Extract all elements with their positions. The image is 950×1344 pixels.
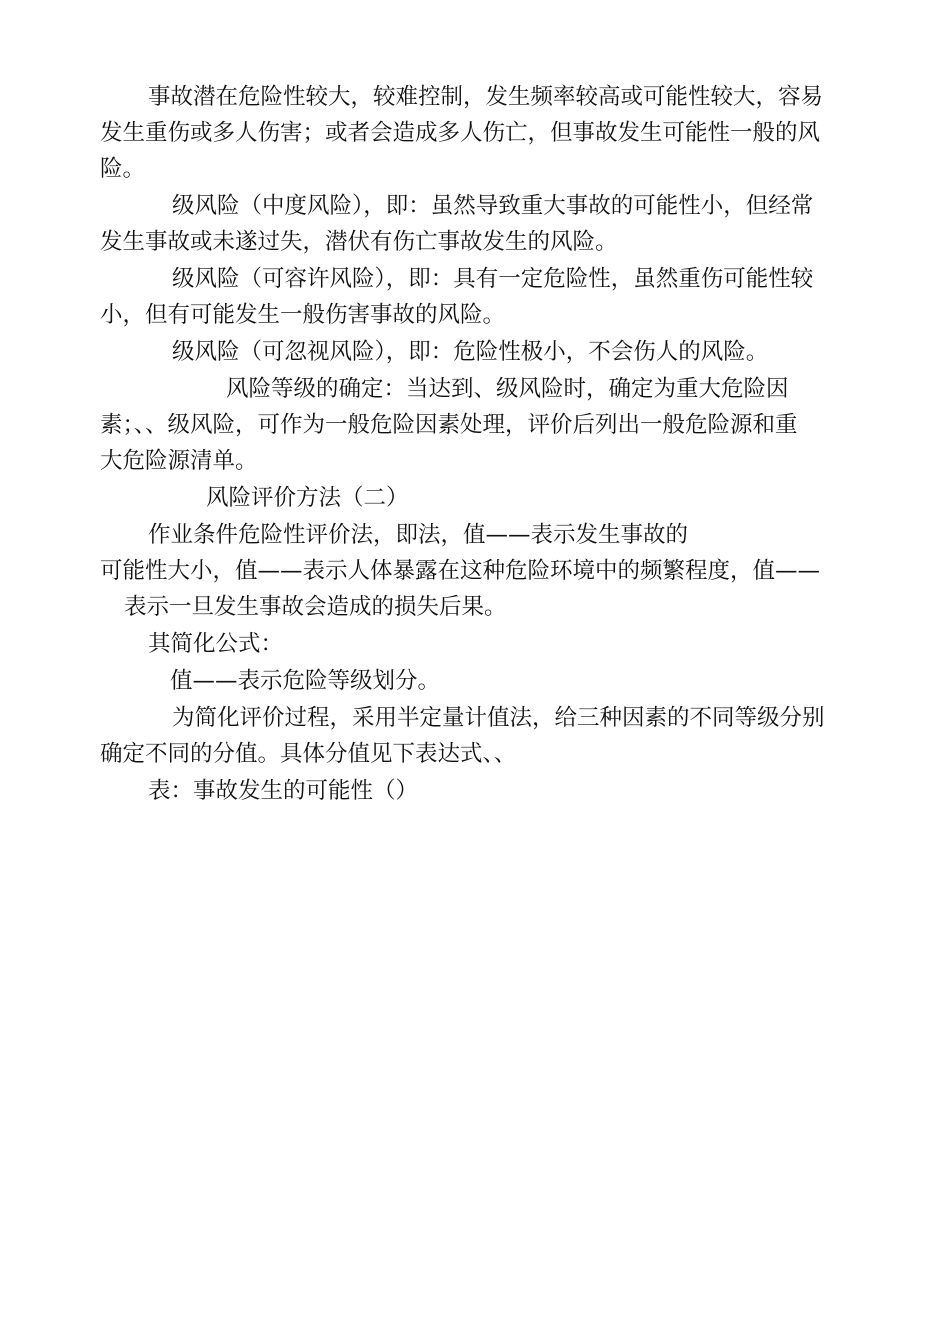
- paragraph-line: 险。: [100, 156, 146, 182]
- paragraph-line: 小，但有可能发生一般伤害事故的风险。: [100, 302, 506, 328]
- paragraph-line: 为简化评价过程，采用半定量计值法，给三种因素的不同等级分别: [172, 705, 825, 731]
- paragraph-line: 大危险源清单。: [100, 448, 258, 474]
- table-caption: 表：事故发生的可能性（）: [148, 778, 419, 804]
- paragraph-line: 作业条件危险性评价法，即法，值——表示发生事故的: [148, 522, 689, 548]
- paragraph-line: 级风险（可忽视风险），即：危险性极小，不会伤人的风险。: [172, 339, 769, 365]
- section-heading: 风险评价方法（二）: [206, 485, 409, 511]
- paragraph-line: 级风险（中度风险），即：虽然导致重大事故的可能性小，但经常: [172, 193, 814, 219]
- paragraph-line: 可能性大小，值——表示人体暴露在这种危险环境中的频繁程度，值——: [100, 558, 821, 584]
- paragraph-line: 表示一旦发生事故会造成的损失后果。: [124, 594, 507, 620]
- paragraph-line: 确定不同的分值。具体分值见下表达式、、: [100, 741, 517, 767]
- paragraph-line: 发生重伤或多人伤害；或者会造成多人伤亡，但事故发生可能性一般的风: [100, 120, 821, 146]
- paragraph-line: 其简化公式：: [148, 631, 284, 657]
- paragraph-line: 值——表示危险等级划分。: [170, 668, 441, 694]
- paragraph-line: 素；、、级风险，可作为一般危险因素处理，评价后列出一般危险源和重: [100, 412, 798, 438]
- paragraph-line: 风险等级的确定：当达到、级风险时，确定为重大危险因: [226, 376, 789, 402]
- paragraph-line: 级风险（可容许风险），即：具有一定危险性，虽然重伤可能性较: [172, 266, 814, 292]
- paragraph-line: 发生事故或未遂过失，潜伏有伤亡事故发生的风险。: [100, 229, 618, 255]
- paragraph-line: 事故潜在危险性较大，较难控制，发生频率较高或可能性较大，容易: [148, 84, 824, 110]
